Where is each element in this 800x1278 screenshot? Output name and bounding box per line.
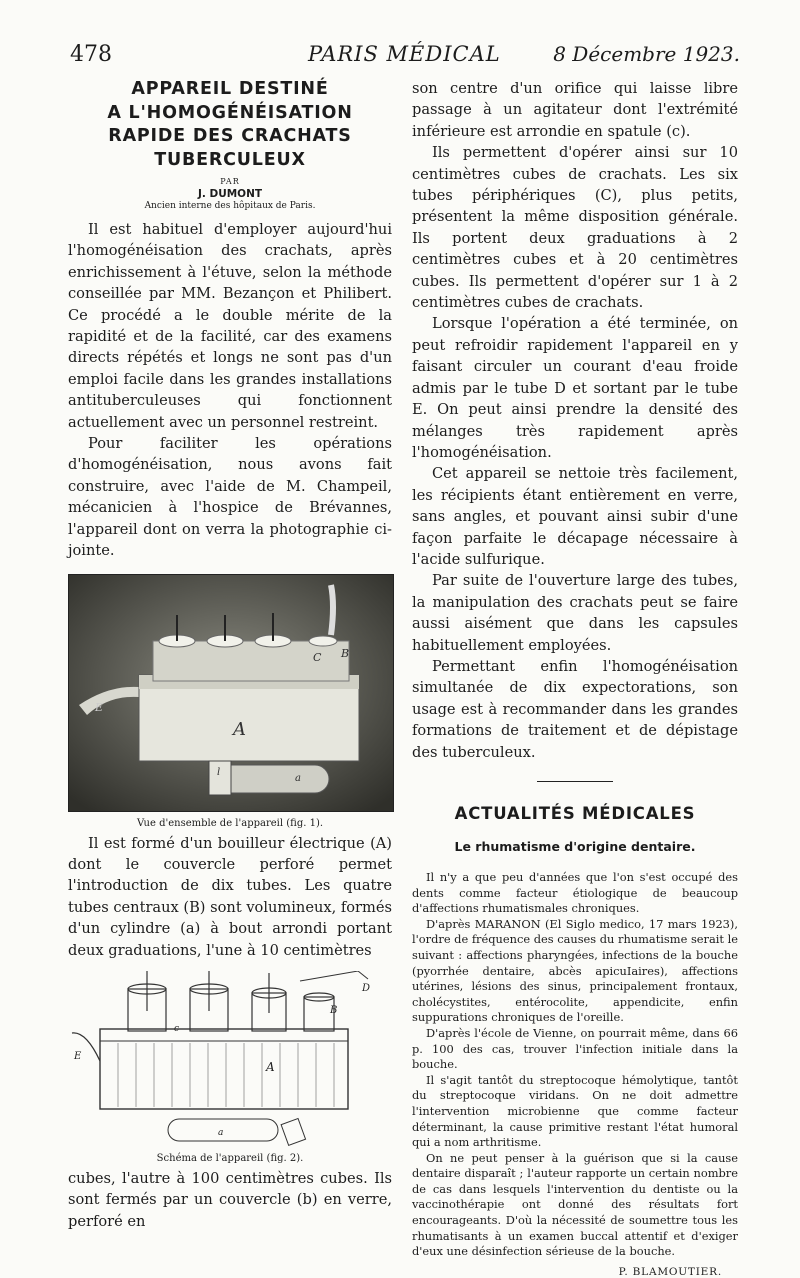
news-paragraph: D'après l'école de Vienne, on pourrait même, dans 66 p. 100 des cas, trouver l'infection initiale dans la bouche.	[412, 1025, 738, 1072]
fig1-label-l: l	[217, 766, 221, 778]
fig1-label-b: B	[341, 646, 350, 660]
figure-2-caption: Schéma de l'appareil (fig. 2).	[156, 1152, 304, 1164]
fig1-label-e: E	[95, 700, 104, 714]
author-affiliation: Ancien interne des hôpitaux de Paris.	[144, 201, 316, 211]
title-line: A L'HOMOGÉNÉISATION	[107, 102, 353, 123]
section-heading: ACTUALITÉS MÉDICALES	[454, 804, 696, 823]
news-paragraph: On ne peut penser à la guérison que si la cause dentaire disparaît ; l'auteur rapporte un certain nombre de cas dans lesquels l'intervention du dentiste ou la vaccinothérapie ont donné des résultats fort encourageants. D'où la nécessité de soumettre tous les rhumatisants à un examen buccal attentif et d'exiger d'eux une désinfection sérieuse de la bouche.	[412, 1150, 738, 1259]
fig1-label-c: C	[313, 650, 322, 664]
fig2-label-a: A	[266, 1059, 275, 1074]
title-line: RAPIDE DES CRACHATS	[108, 126, 352, 146]
paragraph: Lorsque l'opération a été terminée, on peut refroidir rapidement l'appareil en y faisant circuler un courant d'eau froide admis par le tube D et sortant par le tube E. On peut ainsi prendre la densité des mélanges très rapidement après l'homogénéisation.	[412, 315, 738, 461]
news-signature: P. BLAMOUTIER.	[618, 1265, 722, 1278]
fig1-label-a: A	[233, 718, 246, 740]
page-header	[70, 42, 740, 70]
paragraph: Par suite de l'ouverture large des tubes, la manipulation des crachats peut se faire aussi aisément que dans les capsules habituellement employées.	[412, 572, 738, 654]
figure-2-schematic	[68, 971, 392, 1151]
news-paragraph: Il n'y a que peu d'années que l'on s'est occupé des dents comme facteur étiologique de beaucoup d'affections rhumatismales chroniques.	[412, 870, 738, 916]
left-column	[68, 78, 392, 1232]
fig2-label-b: B	[330, 1004, 338, 1016]
title-line: TUBERCULEUX	[154, 149, 306, 170]
right-column	[412, 78, 738, 1278]
news-paragraph: Il s'agit tantôt du streptocoque hémolytique, tantôt du streptocoque viridans. On ne doit admettre l'intervention microbienne que comme facteur déterminant, la cause primitive restant l'état humoral qui a nom arthritisme.	[412, 1072, 738, 1150]
page-number: 478	[70, 42, 112, 67]
paragraph: Il est habituel d'employer aujourd'hui l'homogénéisation des crachats, après enrichissement à l'étuve, selon la méthode conseillée par MM. Bezançon et Philibert. Ce procédé a le double mérite de la rapidité et de la facilité, car des examens directs répétés et longs ne sont pas d'un emploi facile dans les grandes installations antituberculeuses qui fonctionnent actuellement avec un personnel restreint.	[68, 221, 392, 431]
apparatus-photo	[69, 575, 393, 811]
paragraph: Cet appareil se nettoie très facilement, les récipients étant entièrement en verre, sans angles, et pouvant ainsi subir d'une façon parfaite le décapage nécessaire à l'acide sulfurique.	[412, 465, 738, 568]
fig2-label-small-a: a	[218, 1127, 224, 1138]
paragraph: son centre d'un orifice qui laisse libre passage à un agitateur dont l'extrémité inférieure est arrondie en spatule (c).	[412, 80, 738, 140]
paragraph: Pour faciliter les opérations d'homogénéisation, nous avons fait construire, avec l'aide de M. Champeil, mécanicien à l'hospice de Brévannes, l'appareil dont on verra la photographie ci-jointe.	[68, 435, 392, 560]
journal-title: PARIS MÉDICAL	[308, 42, 501, 66]
paragraph: Permettant enfin l'homogénéisation simultanée de dix expectorations, son usage est à recommander dans les grandes formations de traitement et de dépistage des tuberculeux.	[412, 657, 738, 761]
figure-1-photograph	[68, 574, 394, 812]
section-divider	[537, 781, 613, 782]
title-line: APPAREIL DESTINÉ	[131, 79, 329, 99]
fig1-label-small-a: a	[295, 772, 301, 784]
paragraph: Il est formé d'un bouilleur électrique (A) dont le couvercle perforé permet l'introduction de dix tubes. Les quatre tubes centraux (B) sont volumineux, formés d'un cylindre (a) à bout arrondi portant deux graduations, l'une à 10 centimètres	[68, 834, 392, 959]
news-paragraph: D'après MARANON (El Siglo medico, 17 mars 1923), l'ordre de fréquence des causes du rhumatisme serait le suivant : affections pharyngées, infections de la bouche (pyorrhée dentaire, abcès apicuIaires), affections utérines, lésions des sinus, principalement frontaux, cholécystites, entérocolite, appendicite, enfin suppurations chroniques de l'oreille.	[412, 916, 738, 1025]
article-title	[68, 78, 392, 172]
by-line: PAR	[220, 177, 240, 186]
paragraph: Ils permettent d'opérer ainsi sur 10 centimètres cubes de crachats. Les six tubes périphériques (C), plus petits, présentent la même disposition générale. Ils portent deux graduations à 2 centimètres cubes et à 20 centimètres cubes. Ils permettent d'opérer sur 1 à 2 centimètres cubes de crachats.	[412, 144, 738, 312]
figure-1-caption: Vue d'ensemble de l'appareil (fig. 1).	[136, 817, 324, 829]
author-name: J. DUMONT	[197, 188, 263, 200]
fig2-label-e: E	[74, 1050, 82, 1062]
fig2-label-c: c	[174, 1023, 180, 1034]
apparatus-schematic	[68, 971, 392, 1151]
issue-date: 8 Décembre 1923.	[553, 42, 740, 66]
paragraph: cubes, l'autre à 100 centimètres cubes. Ils sont fermés par un couvercle (b) en verre, perforé en	[68, 1169, 392, 1230]
news-subheading: Le rhumatisme d'origine dentaire.	[454, 839, 696, 854]
fig2-label-d: D	[362, 982, 371, 994]
